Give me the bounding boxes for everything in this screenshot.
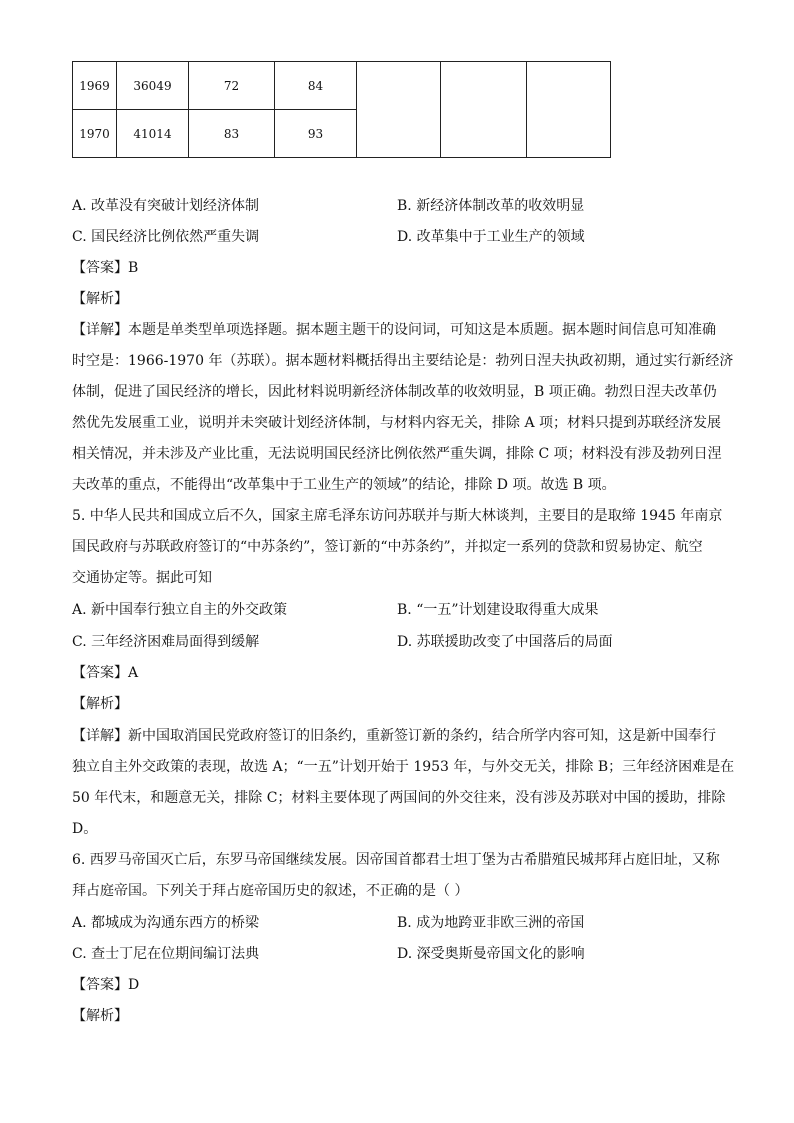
q5-detail-line: 【详解】新中国取消国民党政府签订的旧条约，重新签订新的条约，结合所学内容可知，这是新中国奉行 [72,728,716,744]
q6-stem-line: 6. 西罗马帝国灭亡后，东罗马帝国继续发展。因帝国首都君士坦丁堡为古希腊殖民城邦拜占庭旧址，又称 [72,852,720,868]
q4-detail-line: 夫改革的重点，不能得出“改革集中于工业生产的领域”的结论，排除 D 项。故选 B 项。 [72,477,616,493]
q5-option-d: D. 苏联援助改变了中国落后的局面 [397,634,613,650]
data-table [72,61,611,158]
q6-analysis-label: 【解析】 [72,1008,128,1024]
q5-option-c: C. 三年经济困难局面得到缓解 [72,634,260,650]
q6-option-c: C. 查士丁尼在位期间编订法典 [72,946,260,962]
q6-option-b: B. 成为地跨亚非欧三洲的帝国 [397,915,585,931]
q5-option-b: B. “一五”计划建设取得重大成果 [397,602,599,618]
q6-option-a: A. 都城成为沟通东西方的桥梁 [72,915,260,931]
q5-stem-line: 国民政府与苏联政府签订的“中苏条约”，签订新的“中苏条约”，并拟定一系列的贷款和贸易协定、航空 [72,539,703,555]
q4-option-d: D. 改革集中于工业生产的领域 [397,229,585,245]
q6-answer: 【答案】D [72,977,140,993]
table-cell: 72 [189,62,275,110]
q4-detail-line: 【详解】本题是单类型单项选择题。据本题主题干的设问词，可知这是本质题。据本题时间信息可知准确 [72,322,716,338]
q6-option-d: D. 深受奥斯曼帝国文化的影响 [397,946,585,962]
table-cell: 84 [275,62,357,110]
q4-option-b: B. 新经济体制改革的收效明显 [397,198,585,214]
q4-answer: 【答案】B [72,260,139,276]
q4-detail-line: 时空是：1966-1970 年（苏联）。据本题材料概括得出主要结论是：勃列日涅夫执政初期，通过实行新经济 [72,353,734,369]
table-cell-empty [441,62,527,158]
table-cell: 83 [189,110,275,158]
q5-stem-line: 5. 中华人民共和国成立后不久，国家主席毛泽东访问苏联并与斯大林谈判，主要目的是取缔 1945 年南京 [72,508,723,524]
q6-stem-line: 拜占庭帝国。下列关于拜占庭帝国历史的叙述，不正确的是（ ） [72,883,469,899]
table-cell-empty [527,62,611,158]
q4-analysis-label: 【解析】 [72,291,128,307]
q5-stem-line: 交通协定等。据此可知 [72,570,212,586]
q5-detail-line: 50 年代末，和题意无关，排除 C；材料主要体现了两国间的外交往来，没有涉及苏联对中国的援助，排除 [72,790,726,806]
table-cell: 93 [275,110,357,158]
q4-detail-line: 相关情况，并未涉及产业比重，无法说明国民经济比例依然严重失调，排除 C 项；材料没有涉及勃列日涅 [72,446,722,462]
table-row [73,62,611,110]
q5-answer: 【答案】A [72,665,139,681]
q5-detail-line: 独立自主外交政策的表现，故选 A；“一五”计划开始于 1953 年，与外交无关，排除 B；三年经济困难是在 [72,759,735,775]
q5-detail-line: D。 [72,821,98,837]
table-cell: 36049 [117,62,189,110]
q5-option-a: A. 新中国奉行独立自主的外交政策 [72,602,288,618]
table-cell-empty [357,62,441,158]
q5-analysis-label: 【解析】 [72,696,128,712]
q4-detail-line: 然优先发展重工业，说明并未突破计划经济体制，与材料内容无关，排除 A 项；材料只提到苏联经济发展 [72,415,722,431]
q4-detail-line: 体制，促进了国民经济的增长，因此材料说明新经济体制改革的收效明显，B 项正确。勃烈日涅夫改革仍 [72,384,717,400]
table-cell: 1970 [73,110,117,158]
table-cell: 1969 [73,62,117,110]
table-cell: 41014 [117,110,189,158]
q4-option-a: A. 改革没有突破计划经济体制 [72,198,260,214]
q4-option-c: C. 国民经济比例依然严重失调 [72,229,260,245]
